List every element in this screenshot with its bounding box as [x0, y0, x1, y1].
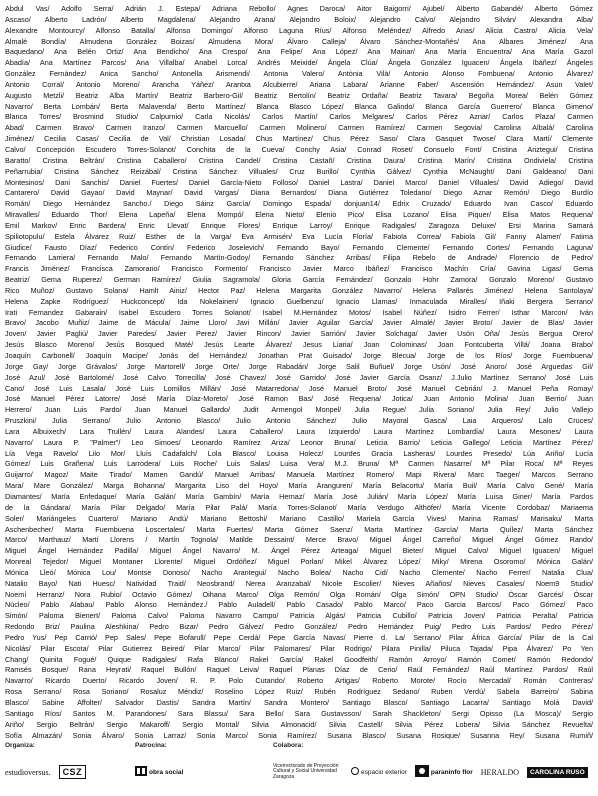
names-line: José Manuel Pérez Latorre/ José María Díaz-Moreto/ José Ramon Bas/ José Requena/ Jotica/ Juan Antonio Molina/ Juan Berrio/ Juan — [5, 394, 593, 404]
obra-social-icon — [135, 766, 147, 778]
names-line: Giudice/ Fausto Díaz/ Federico Contín/ Federico Joselevich/ Fernando Bayo/ Fernando Clemente/ Fernando Cortes/ Fernando Laguna/ — [5, 242, 593, 252]
names-line: Fernando Larriera/ Fernando Malo/ Fernando Martín-Godoy/ Fernando Sánchez Arribas/ Filipa Rebelo de Andrade/ Florencio de Pedro/ — [5, 253, 593, 263]
names-line: Rosa Serrano/ Rosa Soriano/ Rosaluz Méndiz/ Roselino López Ruiz/ Rubén Rodríguez Sedano/ Ruben Verdú/ Sabela Barreiro/ Sabina — [5, 687, 593, 697]
names-line: Núcleo/ Pablo Alabau/ Pablo Alonso Hernández./ Pablo Auladell/ Pablo Casado/ Pablo Marco/ Paco Garcia Barcos/ Paco Gómez/ Paco — [5, 600, 593, 610]
names-line: Santiago Ríos/ Santos M. Parandones/ Sara Blassu/ Sara Bello/ Sara Gustavsson/ Sarah Shackleton/ Sergi Opisso (La Mosca)/ Sergio — [5, 708, 593, 718]
organiza-group — [5, 742, 125, 783]
names-line: Soler/ Mariángeles Cuartero/ Mariano Andú/ Mariano Bettoshi/ Mariano Castillo/ Mariela García Vives/ Marina Ramas/ Marisaku/ Marta — [5, 513, 593, 523]
names-line: Alexandre Montourcy/ Alfonso Batalla/ Alfonso Domingo/ Alfonso Laguna Ríus/ Alfonso Meléndez/ Alfredo Arias/ Alicia Castro/ Alicia Vela/ — [5, 25, 593, 35]
names-list — [5, 4, 593, 739]
patrocina-label: Patrocina: — [135, 742, 167, 749]
names-line: Mónica Lleó/ Mónica Lou/ Montse Donoso/ Nacho Arantegui/ Nacho Bolea/ Nacho Cid/ Nacho Clemente/ Nacho Ferrer/ Natalia Clua/ — [5, 567, 593, 577]
names-line: de la Gándara/ María Pilar Delgado/ María Pilar Palá/ María Torres-Solanot/ María Verdugo Althöfer/ María Vicente Cordobaz/ Mariaema — [5, 502, 593, 512]
names-line: Ramsés Bosque/ Rana Heyrati/ Raquel Bullón/ Raquel Leiva/ Raquel Planas Díaz de Cerio/ Raúl Fernández/ Raúl Martínez Pardos/ Raúl — [5, 665, 593, 675]
names-line: Abadía/ Ana Martínez Parcos/ Ana Villalba/ Anabel Lorca/ Andrés Meixide/ Ángela Clúa/ Ángela González Iguacen/ Ángela Ibáñez/ Ángeles — [5, 58, 593, 68]
names-line: Jiménez/ Cecilia Casas/ Cecilia de Val/ Christian Losada/ Chus Martínez/ Chus Pérez Saso/ Clara Gasquet Twose/ Clara Martí/ Clemente — [5, 134, 593, 144]
names-line: Abad/ Carmen Bravo/ Carmen Iranzo/ Carmen Marcuello/ Carmen Molinero/ Carmen Ramírez/ Carmen Segovia/ Carolina Albalá/ Carolina — [5, 123, 593, 133]
names-line: Navarro/ Berta Lombán/ Berta Malavenda/ Berto Martínez/ Blanca Blasco López/ Blanca Galindo/ Blanca García Guerrero/ Blanca Gimeno/ — [5, 101, 593, 111]
names-line: Ascaso/ Alberto Ladrón/ Alberto Magdalena/ Alejandro Arana/ Alejandro Boloix/ Alejandro Calvo/ Alejandro Silván/ Alexandra Alba/ — [5, 14, 593, 24]
names-line: Herrero/ Juan Luis Pardo/ Juan Manuel Gallardo/ Judit Armengol Monpel/ Julia Regue/ Julia Soriano/ Julia Rey/ Julio Vallejo — [5, 405, 593, 415]
names-line: González Fernández/ Anica Sancho/ Antonella Arismendi/ Antonia Valero/ Antònia Vilà/ Antonio Alonso Fombuena/ Antonio Álvarez/ — [5, 69, 593, 79]
names-line: Nicolás/ Pilar Escota/ Pilar Gutierrez Beired/ Pilar Marco/ Pilar Palomares/ Pilar Rodrigo/ Pilara Pinilla/ Piluca Tajada/ Pipa Álvarez/ Po Yen — [5, 643, 593, 653]
names-line: Monreal Tejedor/ Miguel Montaner Llorente/ Miguel Ordóñez/ Miguel Porlan/ Mikel Álvarez López/ Miky/ Mirena Osoromo/ Mónica Galán/ — [5, 557, 593, 567]
names-line: Blanca Torres/ Brosmind Studio/ Calpurnio/ Carla Nicolás/ Carlos Martín/ Carlos Melgares/ Carlos Pérez Aznar/ Carlos Plaza/ Carmen — [5, 112, 593, 122]
names-line: Aschenbecher/ Marta Fuembuena Loscertales/ Marta Fuertes/ Marta Gómez Saenz/ Marta Martínez García/ Marta Quílez/ Marta Sánchez — [5, 524, 593, 534]
names-line: Antonio Corral/ Antonio Moreno/ Arancha Yáñez/ Arantxa Alcubierre/ Ariana Labara/ Arianne Faber/ Ascensión Hernández/ Asun Valet/ — [5, 79, 593, 89]
paraninfo-flor-text: paraninfo flor — [430, 768, 473, 776]
names-line: Ariño/ Sergio Beltrán/ Sergio Makaroff/ Sergio Montal/ Silvia Almonacid/ Silvia Castell/ Silvia Pérez Lobera/ Silvia Sánchez Revuelta/ — [5, 719, 593, 729]
names-line: Beatriz/ Gema Ruperez/ German Ramírez/ Giulia Sagramola/ Gloria García Fernández/ Gonzalo Hohr Zamora/ Gonzalo Moreno/ Gustavo — [5, 275, 593, 285]
names-line: Miguel Ángel Hernández Padilla/ Miguel Ángel Navarro/ M. Ángel Pérez Arteaga/ Miguel Bieter/ Miguel Calvo/ Miguel Iguacen/ Miguel — [5, 546, 593, 556]
names-line: Natalio Bayo/ Nati Huesc/ Natividad Traid/ Neosbrand/ Nerea Aranzabal/ Nicole Escolier/ Nieves Añaños/ Nieves Casales/ Noem9 Studio/ — [5, 578, 593, 588]
names-line: Blasco/ Sabine Affolter/ Salvador Dastis/ Sandra Martín/ Sandra Montero/ Santiago Blasco/ Santiago Lacarra/ Santiago Molà David/ — [5, 698, 593, 707]
names-line: Sofía Almazán/ Sonia Álvaro/ Sonia Larraz/ Sonia Marco/ Sonia Ramírez/ Susana Blasco/ Susana Rosique/ Susanna Rey/ Susana Rumiñ/ — [5, 730, 593, 739]
names-line: Guijarro/ Magoz/ Maite Tirado/ Mamen Gandú/ Manuel Arribas/ Manuela Martínez Romero/ Mapi Rivera/ Marc Taeger/ Marcos Serrano — [5, 470, 593, 480]
names-line: Jesús Blasco Moreno/ Jesús Bosqued Maté/ Jesús Learte Álvarez/ Jesus Liaria/ Joan Colominas/ Joan Fontcuberta Villá/ Joana Brabo/ — [5, 340, 593, 350]
csz-logo: CSZ — [59, 765, 87, 779]
espacio-exterior-logo — [351, 767, 407, 777]
names-line: Jorge Gay/ Jorge Grávalos/ Jorge Martorell/ Jorge Orte/ Jorge Rabadán/ Jorge Salil Buñuel/ Jorge Usón/ José Anoro/ José Arguedas Gil/ — [5, 361, 593, 371]
names-line: Gómez/ Luis Grañena/ Luis Larrodera/ Luis Roche/ Luis Salas/ Luisa Vera/ M.J. Bruna/ Mª Carmen Nasarre/ Mª Pilar Roca/ Mª Reyes — [5, 459, 593, 469]
carolina-ruso-logo: CAROLINA RUSO — [527, 767, 588, 778]
names-line: Lara Albuixech/ Lara Trullén/ Laura Alandes/ Laura Caballero/ Laura Izquierdo/ Laura Martínez Lombardía/ Laura Mesones/ Laura — [5, 426, 593, 436]
paraninfo-flor-logo — [415, 765, 473, 779]
names-line: Navarro/ Laura P. "Palmer"/ Leo Simoes/ Leonardo Ramírez Ariza/ Leonor Bruna/ Leticia Barrio/ Leticia Gallego/ Leticia Martínez Pérez/ — [5, 437, 593, 447]
names-line: Irati Fernandez Gabarain/ Isabel Escudero Torres Solanot/ Isabel M.Hernández Motos/ Isabel Núñez/ Isidro Ferrer/ Isthar Marcon/ Iván — [5, 307, 593, 317]
names-line: Joaquín Carbonell/ Joaquín Macipe/ Jonás del Hernández/ Jonathan Prat Guisado/ Jorge Blecua/ Jorge de los Ríos/ Jorge Fuembuena/ — [5, 351, 593, 360]
names-line: Noemí Herranz/ Nora Rubio/ Octavio Gómez/ Oihana Marco/ Olga Remón/ Olga Román/ Olga Simón/ OPN Studio/ Óscar Garcés/ Óscar — [5, 589, 593, 599]
names-line: Lía Vega Ravelo/ Lilo Mor/ Lluís Cadafalch/ Lola Blasco/ Louisa Holecz/ Lourdes Gracia Lasheras/ Lourdes Presedo/ Lúa Ariño/ Lucía — [5, 448, 593, 458]
names-line: Abdul Vas/ Adolfo Serra/ Adrián J. Estepa/ Adriana Rebollo/ Agnes Daroca/ Aitor Baigorri/ Ajubel/ Alberto Gabandé/ Alberto Gómez — [5, 4, 593, 13]
obra-social-logo — [135, 766, 183, 778]
names-line: Rico Muñoz/ Gustavo Solana/ Hamlt Ainiz/ Hector Paz/ Helena Margarita González Navarro/ Helena Pallarés Jiménez/ Helena Santolaya/ — [5, 285, 593, 295]
names-line: Francis Jiménez/ Francisca Zamorano/ Francisco Formento/ Francisco Javier Marco Ibáñez/ Francisco Machín Cría/ Gavina Ligas/ Gema — [5, 264, 593, 274]
names-line: Almalé Bondía/ Almudena González Boizas/ Almudena Mora/ Álvaro Calleja/ Álvaro Sánchez-Montañés/ Ana Albares Jiménez/ Ana — [5, 36, 593, 46]
patrocina-group — [135, 742, 263, 783]
names-line: Montesinos/ Dani Sanchis/ Daniel Fuertes/ Daniel García-Nieto Folloso/ Daniel Lastra/ Daniel Marco/ Daniel Villuales/ David Adiego/ David — [5, 177, 593, 187]
obra-social-text: obra social — [149, 768, 184, 776]
espacio-exterior-text: espacio exterior — [361, 768, 407, 776]
universidad-zaragoza-logo: Vicerrectorado de Proyección Cultural y Social Universidad Zaragoza — [273, 762, 339, 780]
names-line: Simón/ Paloma Bienert/ Paloma Calvo/ Paloma Navarro Campo/ Patricia Algás/ Patricia Cubillo/ Patricia Joven/ Patricia Peralta/ Patricia — [5, 611, 593, 621]
names-line: Navarro/ Ricardo Duerto/ Ricardo Joven/ R. P. Polo Cutando/ Roberto Artigas/ Roberto Morote/ Rocío Mercadal/ Román Contreras/ — [5, 676, 593, 686]
names-line: Cantarero/ David Gayao/ David Maynar/ David Vargas/ Diana Bernardos/ Diana Gutiérrez Toledano/ Diego Aznar Remón/ Diego Burdío — [5, 188, 593, 198]
names-line: Helena Zapke Rodríguez/ Huckconcept/ Ida Nokelainen/ Ignacio Guelbenzu/ Ignacio Llamas/ Inmaculada Miralles/ Iñaki Bergera Serrano/ — [5, 296, 593, 306]
names-line: Pruszkini/ Julia Serrano/ Julio Antonio Blasco/ Julio Antonio Sánchez/ Julio Mayoral Gasca/ Laia Arqueros/ Lalo Cruces/ — [5, 416, 593, 426]
names-line: Marco/ Marthauz/ Martí Llorens / Martín Tognola/ Matilde Dessaint/ Merce Bravo/ Miguel Ángel Carreño/ Miguel Ángel Gómez Rando/ — [5, 535, 593, 545]
names-line: Román/ Diego Hernández Sancho./ Diego Sáinz García/ Domingo Espada/ donjuan14/ Edrix Cruzado/ Eduardo Ivan Casco/ Eduardo — [5, 199, 593, 209]
names-line: Bravo/ Jacobo Muñiz/ Jaime de Mácula/ Jaime Lloro/ Javi Millán/ Javier Aguilar García/ Javier Almalé/ Javier Broto/ Javier de Blas/ Javier — [5, 318, 593, 328]
organiza-label: Organiza: — [5, 742, 35, 749]
names-line: Baquedano/ Ana Belén Ortiz/ Ana Bendicho/ Ana Crespo/ Ana Felipe/ Ana López/ Ana Mainar/ Ana María Encuentra/ Ana María Gazol — [5, 47, 593, 57]
names-line: Baratto/ Cristina Beltrán/ Cristina Caballero/ Cristina Candel/ Cristina Castañ/ Cristina Daura/ Cristina Marín/ Cristina Ondiviela/ Cristina — [5, 155, 593, 165]
estudioversus-logo: estudioversus. — [5, 767, 51, 777]
colabora-group — [273, 742, 593, 783]
names-line: Redondo Briz/ Paulina Aleshkina/ Pedro Bizar/ Pedro Gálvez/ Pedro González/ Pedro Hernández Puig/ Pedro Luis Pardos/ Pedro Pérez/ — [5, 622, 593, 632]
names-line: Mara/ Mare González/ Marga Bohanna/ Margarita Liso del Hoyo/ María Aranguren/ María Belacortu/ María Buil/ María Calvo Gené/ María — [5, 481, 593, 491]
names-line: Joven/ Javier Pagliú/ Javier Paredes/ Javier Perez/ Javier Rincon/ Javier Sarrión/ Javier Solchaga/ Javier Usón Oña/ Jesús Bergua Orero/ — [5, 329, 593, 339]
heraldo-logo: HERALDO — [480, 767, 519, 777]
names-line: Peñarrubia/ Cristina Sánchez Reizábal/ Cristina Sánchez Villuales/ Cruz Burillo/ Cynthia Gálvez/ Cynthia McNaught/ Dani Galdeano/ Dani — [5, 166, 593, 176]
names-line: Emil Markov/ Enric Bardera/ Enric Llevat/ Enrique Flores/ Enrique Larroy/ Enrique Radigales/ Zaragoza Deluxe/ Ersi Marina Samará — [5, 220, 593, 230]
names-line: Chang/ Quinita Fogué/ Quique Radigales/ Rafa Blanco/ Rakel García/ Rakel Goodfeith/ Ramón Arroyo/ Ramón Comet/ Ramón Redondo/ — [5, 654, 593, 664]
names-line: Augusto Metzli/ Beatriz Alba Martín/ Beatriz Barbero-Gil/ Beatriz Bertolín/ Beatriz Ordaña/ Beatriz Tavara/ Begoña Morea/ Belén Gómez — [5, 90, 593, 100]
colabora-label: Colabora: — [273, 742, 304, 749]
sponsors-footer — [5, 742, 593, 794]
names-line: Cano/ José Luis Lasala/ José Luis Lomillos Millán/ José Matarredona/ José Manuel Broto/ José Manuel Cebrián/ J. Manuel Peña Romay/ — [5, 383, 593, 393]
names-line: Spiliotopulu/ Estela Álvarez Ruiz/ Esther de la Varga/ Eva Armisén/ Eva Lucía Floría/ Fabiola Correa/ Fabiola Gil/ Fanny Alamer/ Fatima — [5, 231, 593, 241]
names-line: Calvo/ Concepción Escudero Torres-Solanot/ Conchita de la Cueva/ Conchy Asia/ Conrad Roset/ Consuelo Font/ Cristina Ariztegui/ Cristina — [5, 144, 593, 154]
paraninfo-flor-icon — [415, 765, 429, 779]
names-line: José Azul/ José Bartolomé/ José Calvo Torrecilla/ José Chavez/ José Garrido/ José Javier García Osanz/ J.Julio Martínez Serrano/ José Luis — [5, 372, 593, 382]
espacio-exterior-icon — [351, 767, 359, 777]
names-line: Miravalles/ Eduardo Thor/ Elena Lapeña/ Elena Mompó/ Elena Nieto/ Elenio Pico/ Elisa Lozano/ Elisa Piquer/ Elisa Matos Requena/ — [5, 210, 593, 220]
names-line: Diamantes/ María Enfedaque/ María Galán/ María Gambín/ María Hernaz/ María José Julián/ María López/ María Luisa Giner/ María Pardos — [5, 491, 593, 501]
names-line: Pedro Yus/ Pep Carrió/ Pep Sales/ Pepe Bofarull/ Pepe Cerdá/ Pepe García Navas/ Pierre d. La/ Serrano/ Pilar África García/ Pilar de la Cal — [5, 632, 593, 642]
